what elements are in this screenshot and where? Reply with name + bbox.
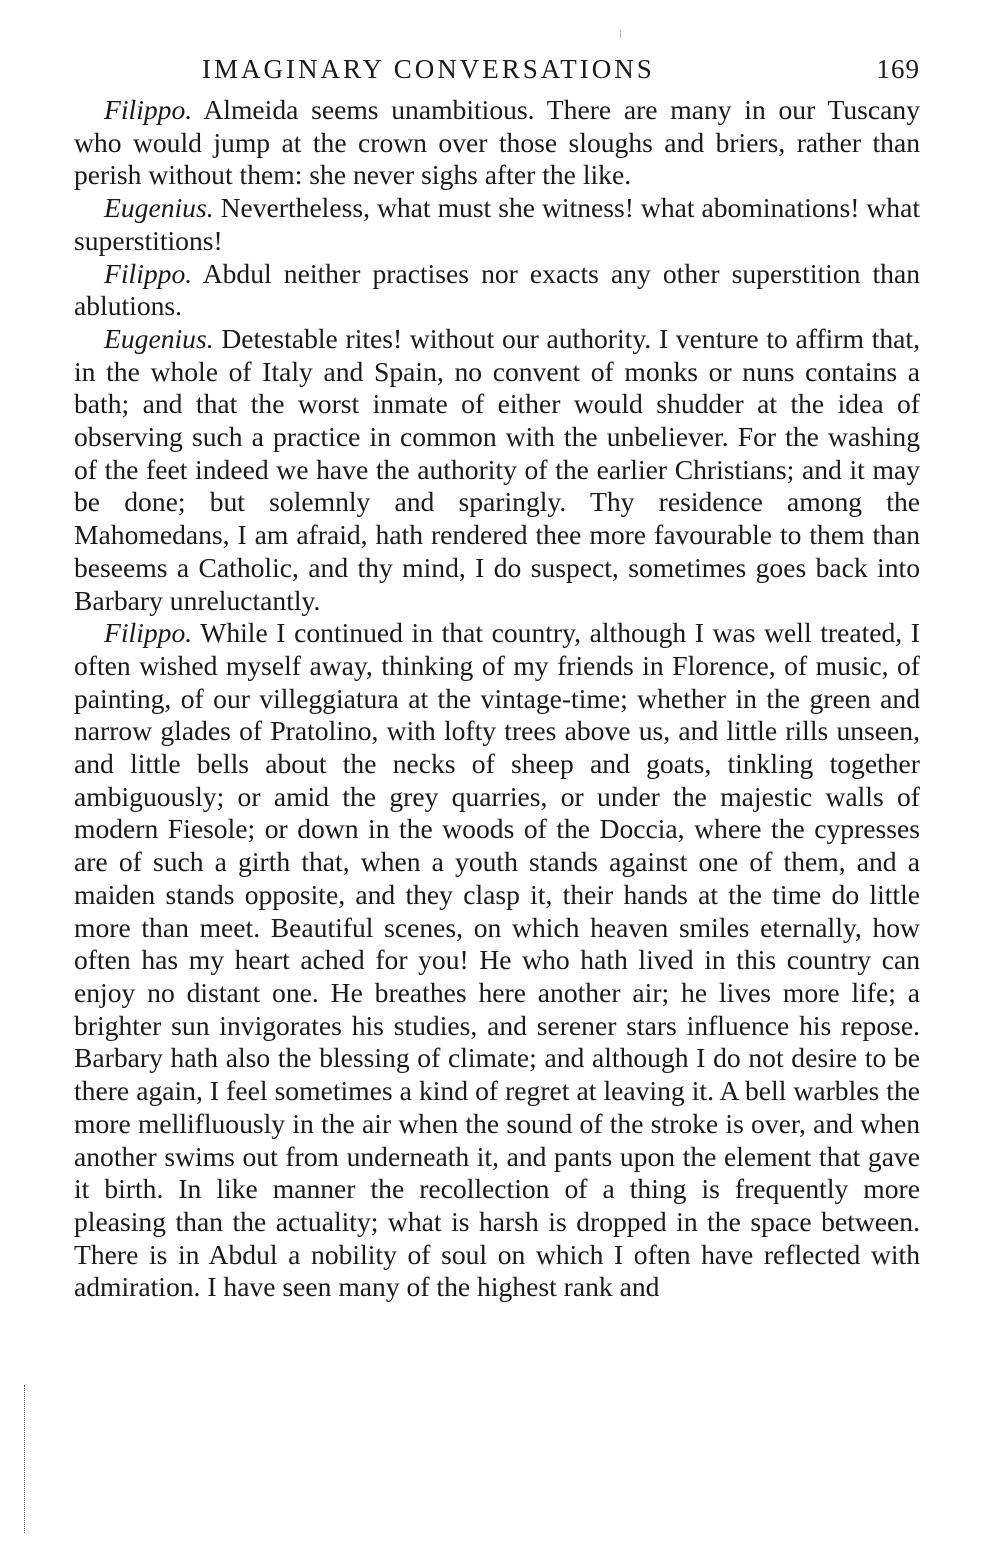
speaker-name: Eugenius. bbox=[104, 192, 214, 224]
printer-mark bbox=[620, 30, 621, 38]
paragraph-eugenius-1 bbox=[74, 192, 920, 257]
speaker-name: Filippo. bbox=[104, 94, 193, 125]
paragraph-text: While I continued in that country, although I was well treated, I often wished myself away, thinking of my friends in Florence, of music, of painting, of our villeggiatura at the vintage-time; whether in the green and narrow glades of Pratolino, with lofty trees above us, and little rills unseen, and little bells about the necks of sheep and goats, tinkling together ambiguously; or amid the grey quarries, or under the majestic walls of modern Fiesole; or down in the woods of the Doccia, where the cypresses are of such a girth that, when a youth stands against one of them, and a maiden stands opposite, and they clasp it, their hands at the time do little more than meet. Beautiful scenes, on which heaven smiles eternally, how often has my heart ached for you! He who hath lived in this country can enjoy no distant one. He breathes here another air; he lives more life; a brighter sun invigorates his studies, and serener stars influence his repose. Barbary hath also the blessing of climate; and although I do not desire to be there again, I feel sometimes a kind of regret at leaving it. A bell warbles the more mellifluously in the air when the sound of the stroke is over, and when another swims out from underneath it, and pants upon the element that gave it birth. In like manner the recollection of a thing is frequently more pleasing than the actuality; what is harsh is dropped in the space between. There is in Abdul a nobility of soul on which I often have reflected with admiration. I have seen many of the highest rank and bbox=[74, 617, 920, 1303]
paragraph-filippo-1 bbox=[74, 94, 920, 192]
paragraph-text: Almeida seems unambitious. There are many in our Tuscany who would jump at the crown over those sloughs and briers, rather than perish without them: she never sighs after the like. bbox=[74, 94, 920, 191]
paragraph-text: Abdul neither practises nor exacts any other superstition than ablutions. bbox=[74, 257, 920, 322]
running-head bbox=[74, 50, 920, 94]
speaker-name: Eugenius. bbox=[104, 322, 214, 354]
book-page bbox=[74, 50, 920, 1530]
margin-dotted-rule bbox=[24, 1385, 25, 1533]
paragraph-text: Nevertheless, what must she witness! what abominations! what superstitions! bbox=[74, 192, 920, 256]
speaker-name: Filippo. bbox=[104, 257, 193, 289]
paragraph-text: Detestable rites! without our authority. I venture to affirm that, in the whole of Italy and Spain, no convent of monks or nuns contains a bath; and that the worst inmate of either would shudder at the idea of observing such a practice in common with the unbeliever. For the washing of the feet indeed we have the authority of the earlier Christians; and it may be done; but solemnly and sparingly. Thy residence among the Mahomedans, I am afraid, hath rendered thee more favourable to them than beseems a Catholic, and thy mind, I do suspect, sometimes goes back into Barbary unreluctantly. bbox=[74, 322, 920, 616]
paragraph-filippo-3 bbox=[74, 617, 920, 1304]
paragraph-eugenius-2 bbox=[74, 323, 920, 617]
speaker-name: Filippo. bbox=[104, 617, 193, 649]
running-head-title: IMAGINARY CONVERSATIONS bbox=[202, 54, 655, 84]
page-number: 169 bbox=[876, 54, 920, 84]
paragraph-filippo-2 bbox=[74, 258, 920, 323]
